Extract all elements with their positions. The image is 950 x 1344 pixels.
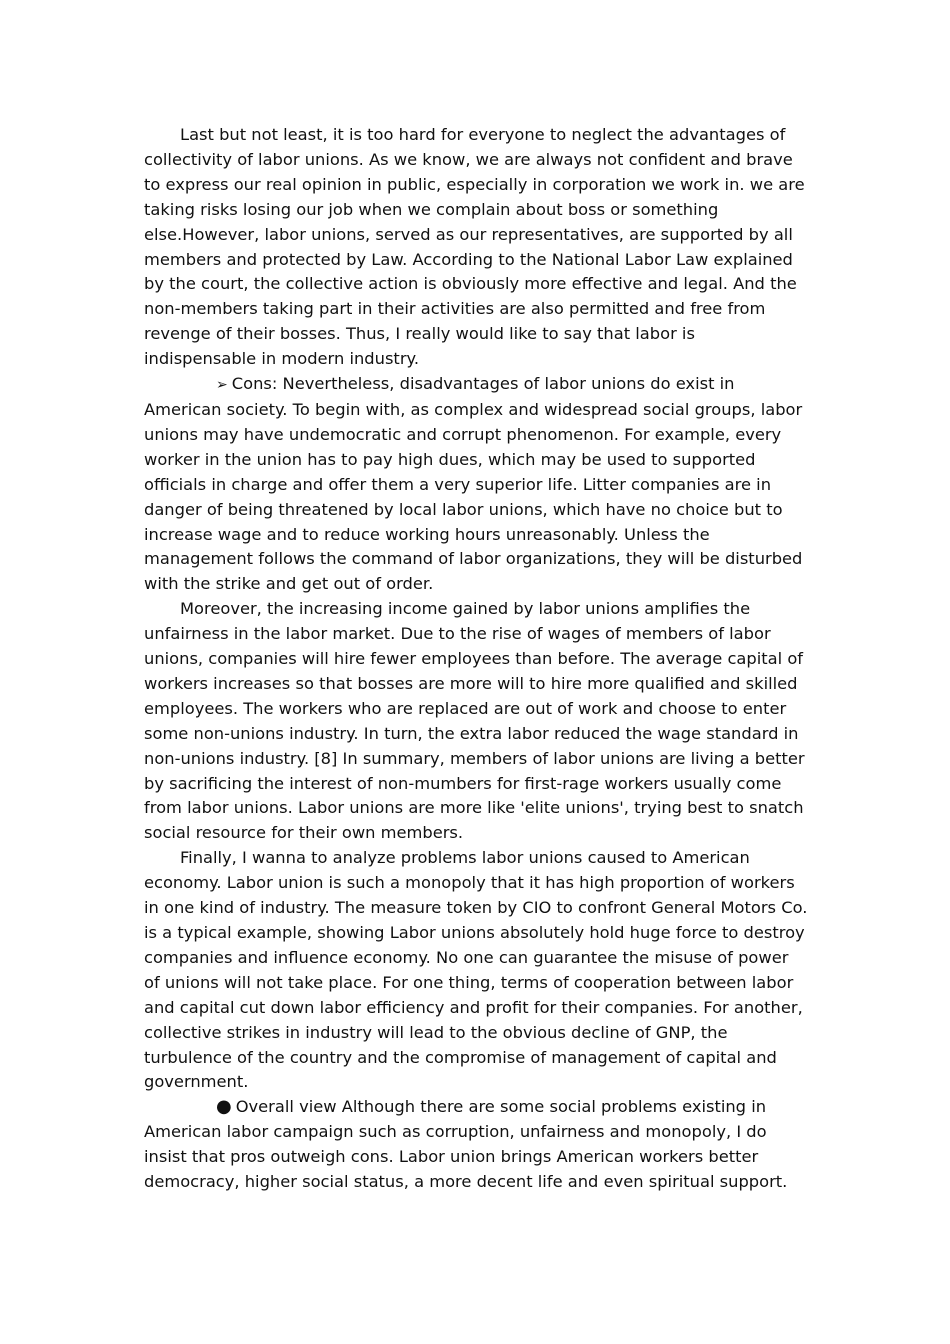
arrow-bullet-icon: ➢ (216, 377, 228, 394)
paragraph-economy (144, 846, 809, 1095)
round-bullet-icon: ● (216, 1096, 232, 1118)
paragraph-text: Last but not least, it is too hard for everyone to neglect the advantages of collectivity of labor unions. As we know, we are always not confident and brave to express our real opinion in public, especially in corporation we work in. we are taking risks losing our job when we complain about boss or something else.However, labor unions, served as our representatives, are supported by all members and protected by Law. According to the National Labor Law explained by the court, the collective action is obviously more effective and legal. And the non-members taking part in their activities are also permitted and free from revenge of their bosses. Thus, I really would like to say that labor is indispensable in modern industry. (144, 125, 805, 369)
paragraph-text: Cons: Nevertheless, disadvantages of labor unions do exist in American society. To begin with, as complex and widespread social groups, labor unions may have undemocratic and corrupt phenomenon. For example, every worker in the union has to pay high dues, which may be used to supported officials in charge and offer them a very superior life. Litter companies are in danger of being threatened by local labor unions, which have no choice but to increase wage and to reduce working hours unreasonably. Unless the management follows the command of labor organizations, they will be disturbed with the strike and get out of order. (144, 374, 803, 594)
paragraph-text: Moreover, the increasing income gained by labor unions amplifies the unfairness in the labor market. Due to the rise of wages of members of labor unions, companies will hire fewer employees than before. The average capital of workers increases so that bosses are more will to hire more qualified and skilled employees. The workers who are replaced are out of work and choose to enter some non-unions industry. In turn, the extra labor reduced the wage standard in non-unions industry. [8] In summary, members of labor unions are living a better by sacrificing the interest of non-mumbers for first-rage workers usually come from labor unions. Labor unions are more like 'elite unions', trying best to snatch social resource for their own members. (144, 599, 805, 843)
paragraph-text: Finally, I wanna to analyze problems labor unions caused to American economy. Labor union is such a monopoly that it has high proportion of workers in one kind of industry. The measure token by CIO to confront General Motors Co. is a typical example, showing Labor unions absolutely hold huge force to destroy companies and influence economy. No one can guarantee the misuse of power of unions will not take place. For one thing, terms of cooperation between labor and capital cut down labor efficiency and profit for their companies. For another, collective strikes in industry will lead to the obvious decline of GNP, the turbulence of the country and the compromise of management of capital and government. (144, 848, 808, 1092)
paragraph-text: Overall view Although there are some social problems existing in American labor campaign such as corruption, unfairness and monopoly, I do insist that pros outweigh cons. Labor union brings American workers better democracy, higher social status, a more decent life and even spiritual support. (144, 1097, 788, 1192)
paragraph-collectivity (144, 123, 809, 372)
paragraph-unfairness (144, 597, 809, 846)
document-page (144, 123, 809, 1195)
paragraph-overall-view (144, 1095, 809, 1195)
paragraph-cons (144, 372, 809, 597)
